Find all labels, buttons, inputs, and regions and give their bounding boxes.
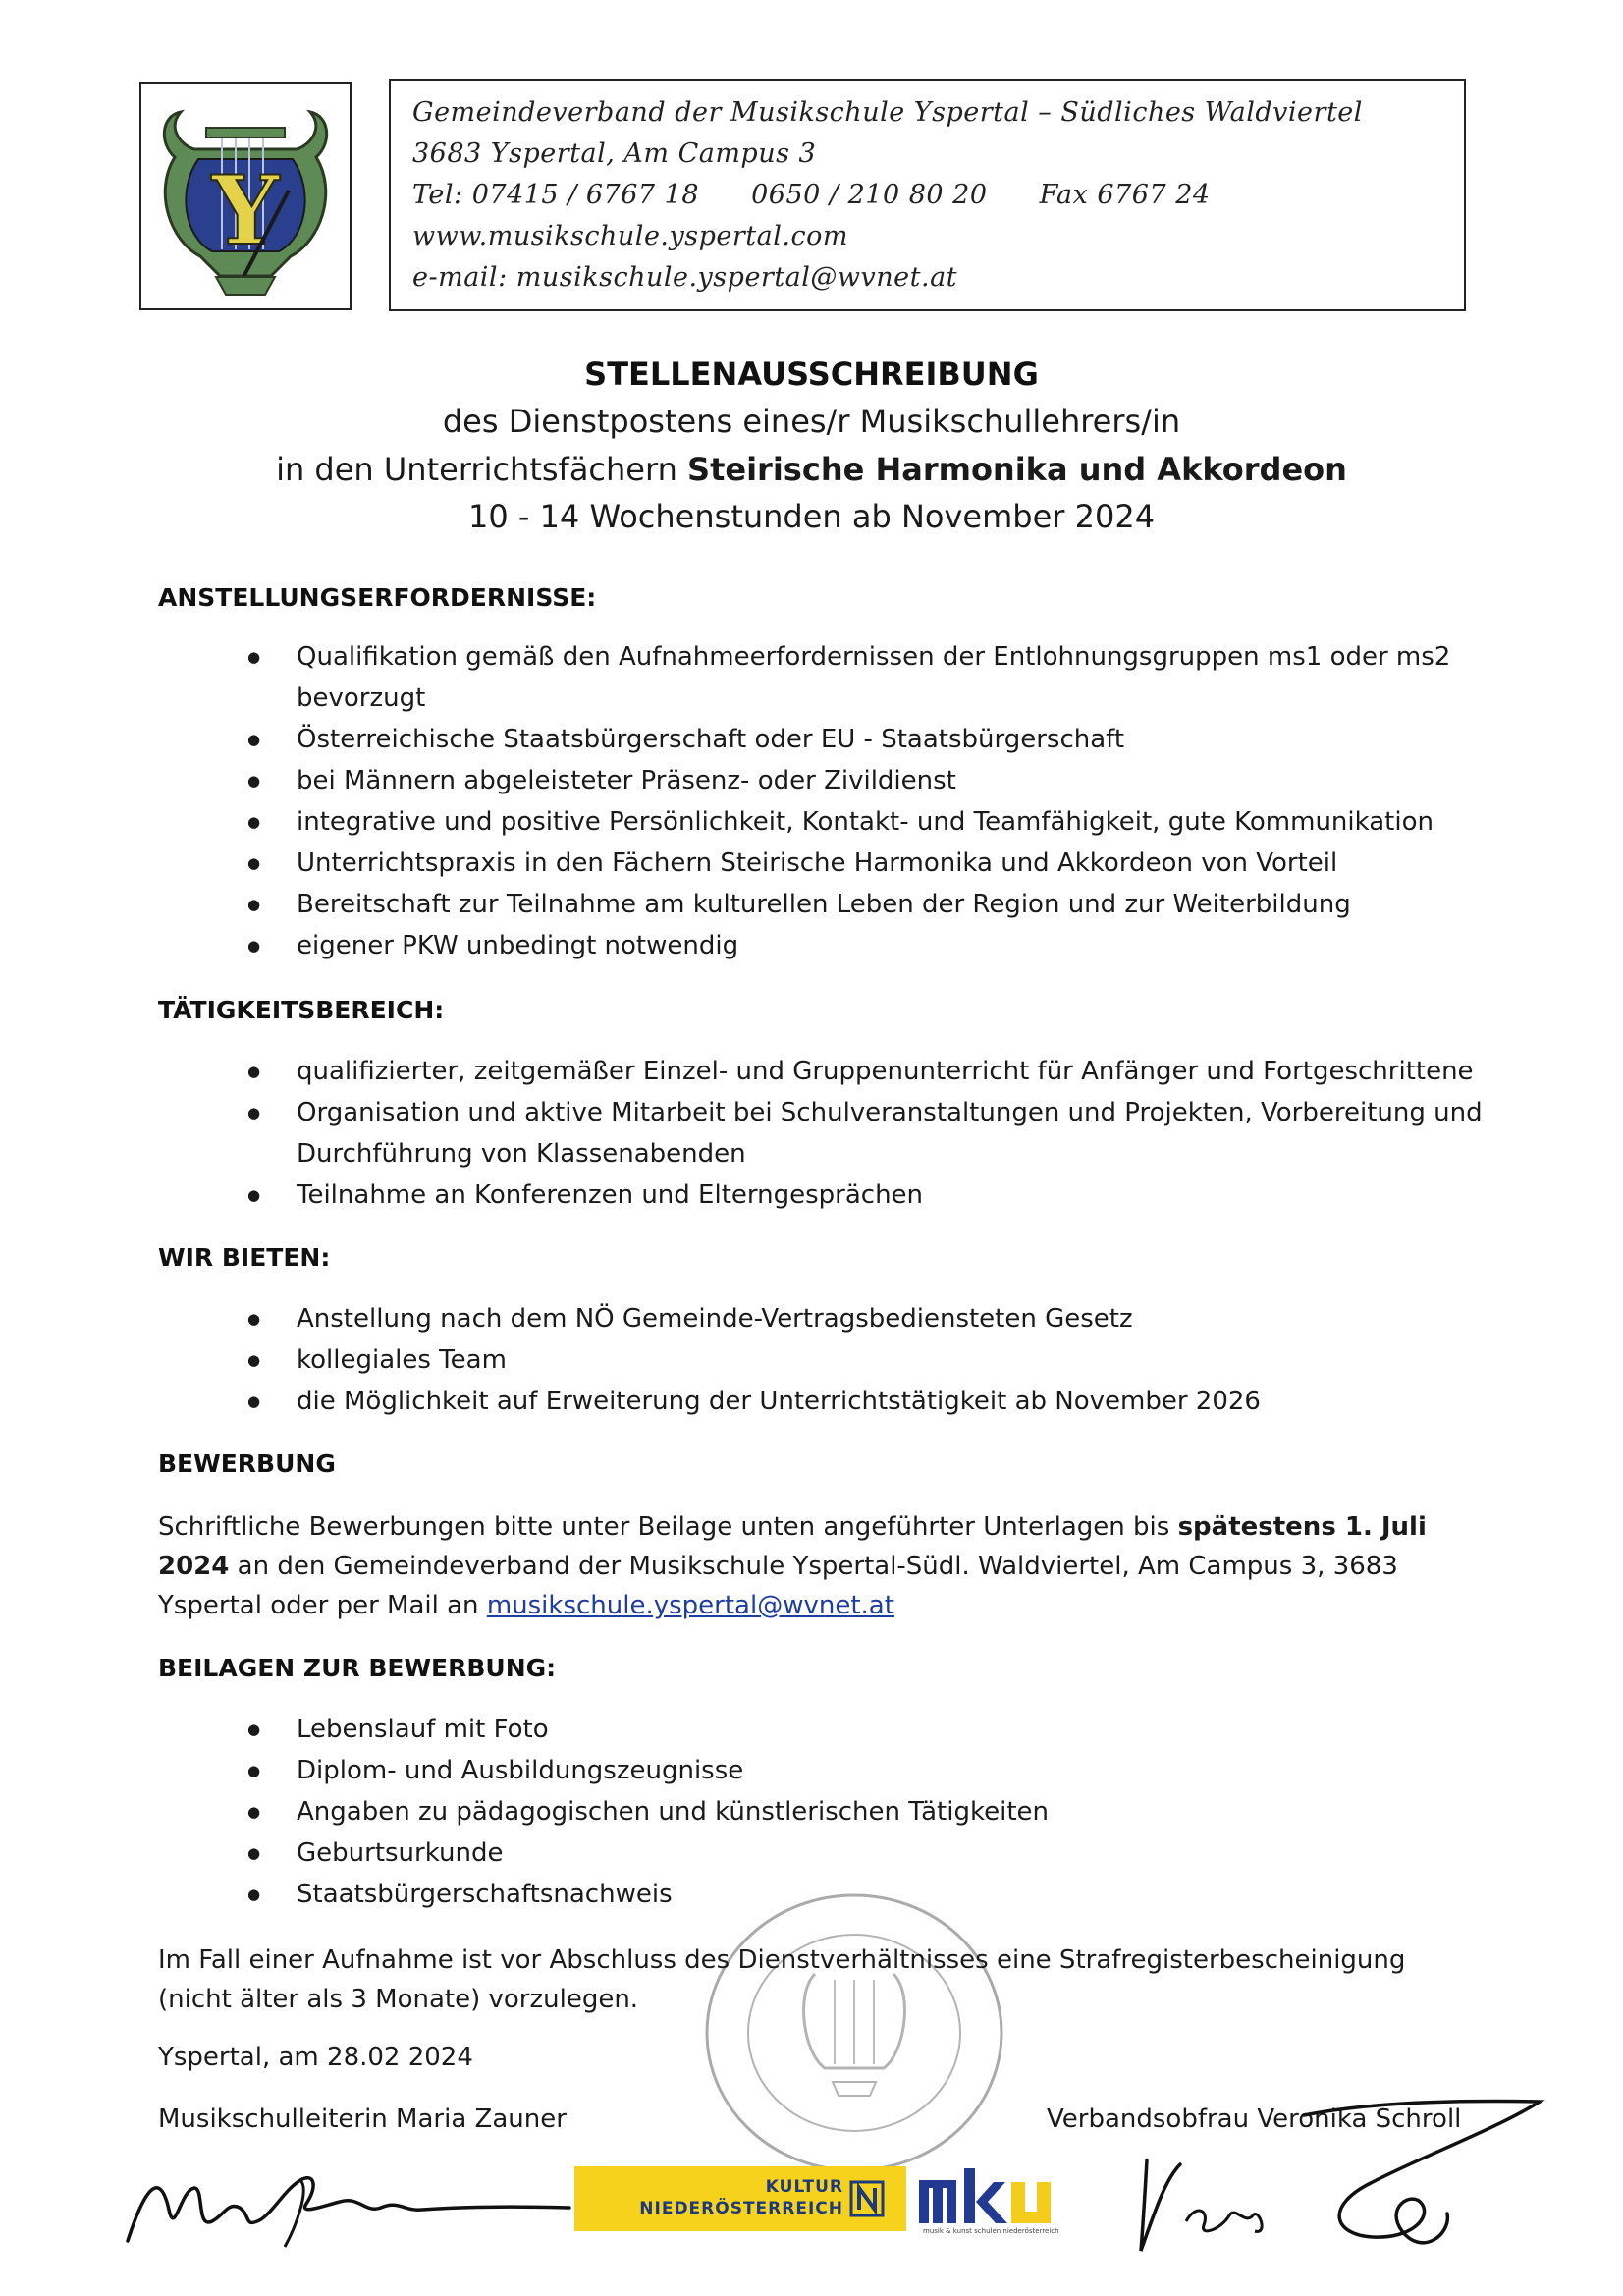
list-item: ● Staatsbürgerschaftsnachweis — [245, 1874, 1483, 1915]
noe-emblem-icon — [849, 2180, 885, 2217]
activities-heading: TÄTIGKEITSBEREICH: — [158, 996, 445, 1024]
list-item: ● Teilnahme an Konferenzen und Elterngesprächen — [245, 1175, 1483, 1216]
official-stamp-icon — [697, 1886, 1011, 2180]
list-item: ● bei Männern abgeleisteter Präsenz- oder Zivildienst — [245, 760, 1483, 801]
signature-left-icon — [118, 2151, 579, 2259]
application-text: Schriftliche Bewerbungen bitte unter Beilage unten angeführter Unterlagen bis spätestens 1. Juli 2024 an den Gemeindeverband der Musikschule Yspertal-Südl. Waldviertel, Am Campus 3, 3683 Yspertal oder per Mail an musikschule.yspertal@wvnet.at — [158, 1512, 1427, 1620]
svg-text:Y: Y — [211, 155, 280, 266]
org-address: 3683 Yspertal, Am Campus 3 — [412, 138, 817, 169]
phone-2: 0650 / 210 80 20 — [751, 180, 988, 210]
requirements-list — [245, 636, 1483, 966]
org-phone: Tel: 07415 / 6767 18 0650 / 210 80 20 Fax 6767 24 — [412, 180, 1211, 210]
lyre-logo-icon — [141, 84, 350, 308]
list-item: ● kollegiales Team — [245, 1339, 1483, 1381]
attachments-list — [245, 1709, 1483, 1915]
signatory-left: Musikschulleiterin Maria Zauner — [158, 2105, 567, 2134]
subtitle-hours: 10 - 14 Wochenstunden ab November 2024 — [467, 498, 1156, 535]
org-email: e-mail: musikschule.yspertal@wvnet.at — [412, 262, 958, 293]
requirements-heading: ANSTELLUNGSERFORDERNISSE: — [158, 583, 597, 612]
subtitle-position: des Dienstpostens eines/r Musikschullehrers/in — [442, 403, 1181, 440]
org-name: Gemeindeverband der Musikschule Yspertal – Südliches Waldviertel — [412, 97, 1363, 128]
address-box — [389, 79, 1466, 311]
list-item: ● Qualifikation gemäß den Aufnahmeerfordernissen der Entlohnungsgruppen ms1 oder ms2 bevorzugt — [245, 636, 1483, 719]
subtitle-subjects: in den Unterrichtsfächern Steirische Harmonika und Akkordeon — [276, 451, 1347, 488]
activities-list — [245, 1051, 1483, 1216]
place-date: Yspertal, am 28.02 2024 — [158, 2043, 473, 2072]
list-item: ● Lebenslauf mit Foto — [245, 1709, 1483, 1750]
offer-heading: WIR BIETEN: — [158, 1243, 331, 1272]
list-item: ● integrative und positive Persönlichkeit, Kontakt- und Teamfähigkeit, gute Kommunikation — [245, 801, 1483, 843]
attachments-heading: BEILAGEN ZUR BEWERBUNG: — [158, 1654, 557, 1682]
page-title: STELLENAUSSCHREIBUNG — [584, 355, 1039, 393]
criminal-record-note: Im Fall einer Aufnahme ist vor Abschluss des Dienstverhältnisses eine Strafregisterbescheinigung (nicht älter als 3 Monate) vorzulegen. — [158, 1945, 1406, 2014]
org-website: www.musikschule.yspertal.com — [412, 221, 848, 251]
list-item: ● Geburtsurkunde — [245, 1832, 1483, 1874]
application-deadline: spätestens 1. Juli 2024 — [158, 1512, 1427, 1581]
list-item: ● eigener PKW unbedingt notwendig — [245, 925, 1483, 966]
list-item: ● Organisation und aktive Mitarbeit bei Schulveranstaltungen und Projekten, Vorbereitung und Durchführung von Klassenabenden — [245, 1092, 1483, 1175]
signature-right-icon — [1127, 2088, 1549, 2265]
list-item: ● Österreichische Staatsbürgerschaft oder EU - Staatsbürgerschaft — [245, 719, 1483, 760]
list-item: ● Bereitschaft zur Teilnahme am kulturellen Leben der Region und zur Weiterbildung — [245, 884, 1483, 925]
school-logo — [139, 82, 352, 310]
mku-logo: musik & kunst schulen niederösterreich — [915, 2168, 1078, 2233]
list-item: ● qualifizierter, zeitgemäßer Einzel- und Gruppenunterricht für Anfänger und Fortgeschrittene — [245, 1051, 1483, 1092]
kultur-niederoesterreich-logo: KULTUR NIEDERÖSTERREICH — [574, 2166, 906, 2231]
fax: Fax 6767 24 — [1039, 180, 1211, 210]
list-item: ● Anstellung nach dem NÖ Gemeinde-Vertragsbediensteten Gesetz — [245, 1298, 1483, 1339]
offer-list — [245, 1298, 1483, 1422]
list-item: ● Angaben zu pädagogischen und künstlerischen Tätigkeiten — [245, 1791, 1483, 1832]
signatory-right: Verbandsobfrau Veronika Schroll — [1047, 2105, 1462, 2134]
phone-1: 07415 / 6767 18 — [471, 180, 700, 210]
list-item: ● Diplom- und Ausbildungszeugnisse — [245, 1750, 1483, 1791]
application-heading: BEWERBUNG — [158, 1449, 336, 1478]
application-email-link[interactable]: musikschule.yspertal@wvnet.at — [486, 1591, 894, 1620]
list-item: ● Unterrichtspraxis in den Fächern Steirische Harmonika und Akkordeon von Vorteil — [245, 843, 1483, 884]
list-item: ● die Möglichkeit auf Erweiterung der Unterrichtstätigkeit ab November 2026 — [245, 1381, 1483, 1422]
mku-wordmark-icon — [915, 2168, 1078, 2227]
